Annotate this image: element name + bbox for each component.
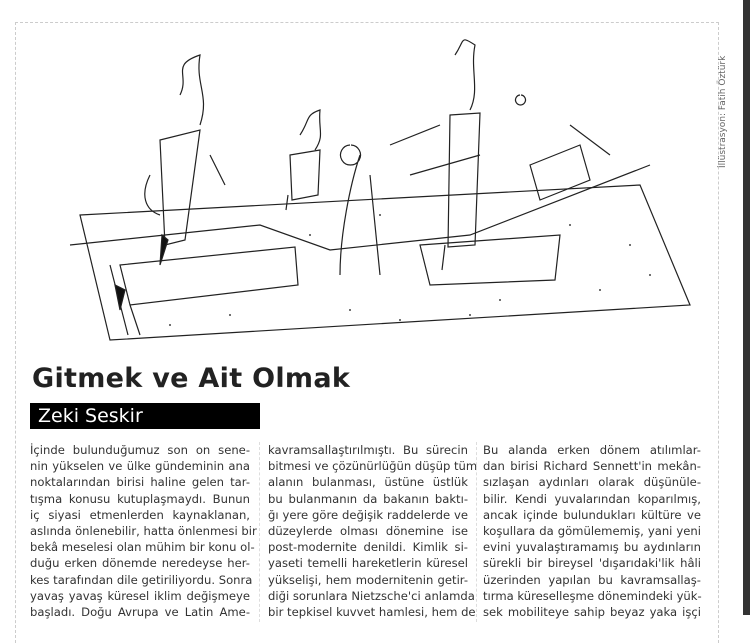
text-line: evini yuvalaştıramamış bu aydınların bbox=[483, 540, 701, 555]
text-line: tırma küreselleşme dönemindeki yük- bbox=[483, 588, 702, 603]
author-name: Zeki Seskir bbox=[30, 403, 260, 429]
illustration-credit: İllüstrasyon: Fatih Öztürk bbox=[718, 55, 728, 168]
article-column-2 bbox=[268, 442, 478, 620]
text-line: Bu alanda erken dönem atılımlar- bbox=[483, 443, 701, 457]
text-line: yaseti temelli hareketlerin küresel bbox=[268, 556, 468, 571]
text-line: iç siyasi etmenlerden kaynaklanan, bbox=[30, 507, 250, 522]
text-line: tışma konusu kutuplaşmaydı. Bunun bbox=[30, 491, 250, 506]
text-line: kavramsallaştırılmıştı. Bu sürecin bbox=[268, 443, 468, 457]
text-line: alanın bulanması, üstüne üstlük bbox=[268, 475, 468, 490]
page-edge bbox=[743, 0, 750, 615]
column-divider bbox=[259, 442, 260, 622]
text-line: bekâ meselesi olan mühim bir konu ol- bbox=[30, 540, 255, 555]
text-line: sek mobiliteye sahip beyaz yaka işçi bbox=[483, 605, 701, 620]
text-line: bilir. Kendi yuvalarından koparılmış, bbox=[483, 491, 701, 506]
illustration bbox=[50, 35, 710, 355]
text-line: sızlaşan aydınları olarak düşünüle- bbox=[483, 475, 701, 490]
text-line: kes tarafından dile getiriliyordu. Sonra bbox=[30, 572, 253, 587]
text-line: nin yükselen ve ülke gündeminin ana bbox=[30, 459, 250, 474]
column-divider bbox=[476, 442, 477, 622]
text-line: yavaş yavaş küresel iklim değişmeye bbox=[30, 588, 250, 603]
article-column-3 bbox=[483, 442, 701, 620]
text-line: dan birisi Richard Sennett'in mekân- bbox=[483, 459, 701, 474]
article-column-1 bbox=[30, 442, 257, 620]
text-line: üzerinden yapılan bu kavramsallaş- bbox=[483, 572, 701, 587]
text-line: sürekli bir bireysel 'dışarıdaki'lik hâli bbox=[483, 556, 701, 571]
text-line: bitmesi ve çözünürlüğün düşüp tüm bbox=[268, 459, 478, 474]
text-line: İçinde bulunduğumuz son on sene- bbox=[30, 443, 250, 457]
text-line: başladı. Doğu Avrupa ve Latin Ame- bbox=[30, 605, 250, 620]
article-title: Gitmek ve Ait Olmak bbox=[32, 363, 351, 394]
text-line: düzeylerde olması dönemine ise bbox=[268, 524, 468, 539]
text-line: aslında önlenebilir, hatta önlenmesi bir bbox=[30, 524, 257, 539]
text-line: bir tepkisel kuvvet hamlesi, hem de bbox=[268, 605, 476, 620]
text-line: noktalarından birisi haline gelen tar- bbox=[30, 475, 250, 490]
text-line: ancak içinde bulundukları kültüre ve bbox=[483, 507, 701, 522]
text-line: ğı yere göre değişik raddelerde ve bbox=[268, 507, 468, 522]
text-line: duğu erken dönemde neredeyse her- bbox=[30, 556, 250, 571]
text-line: koşullara da gömülememiş, yani yeni bbox=[483, 524, 701, 539]
text-line: diği sorunlara Nietzsche'ci anlamda bbox=[268, 588, 475, 603]
text-line: post-modernite denildi. Kimlik si- bbox=[268, 540, 468, 555]
text-line: bu bulanmanın da bakanın baktı- bbox=[268, 491, 468, 506]
text-line: yükselişi, hem modernitenin getir- bbox=[268, 572, 468, 587]
